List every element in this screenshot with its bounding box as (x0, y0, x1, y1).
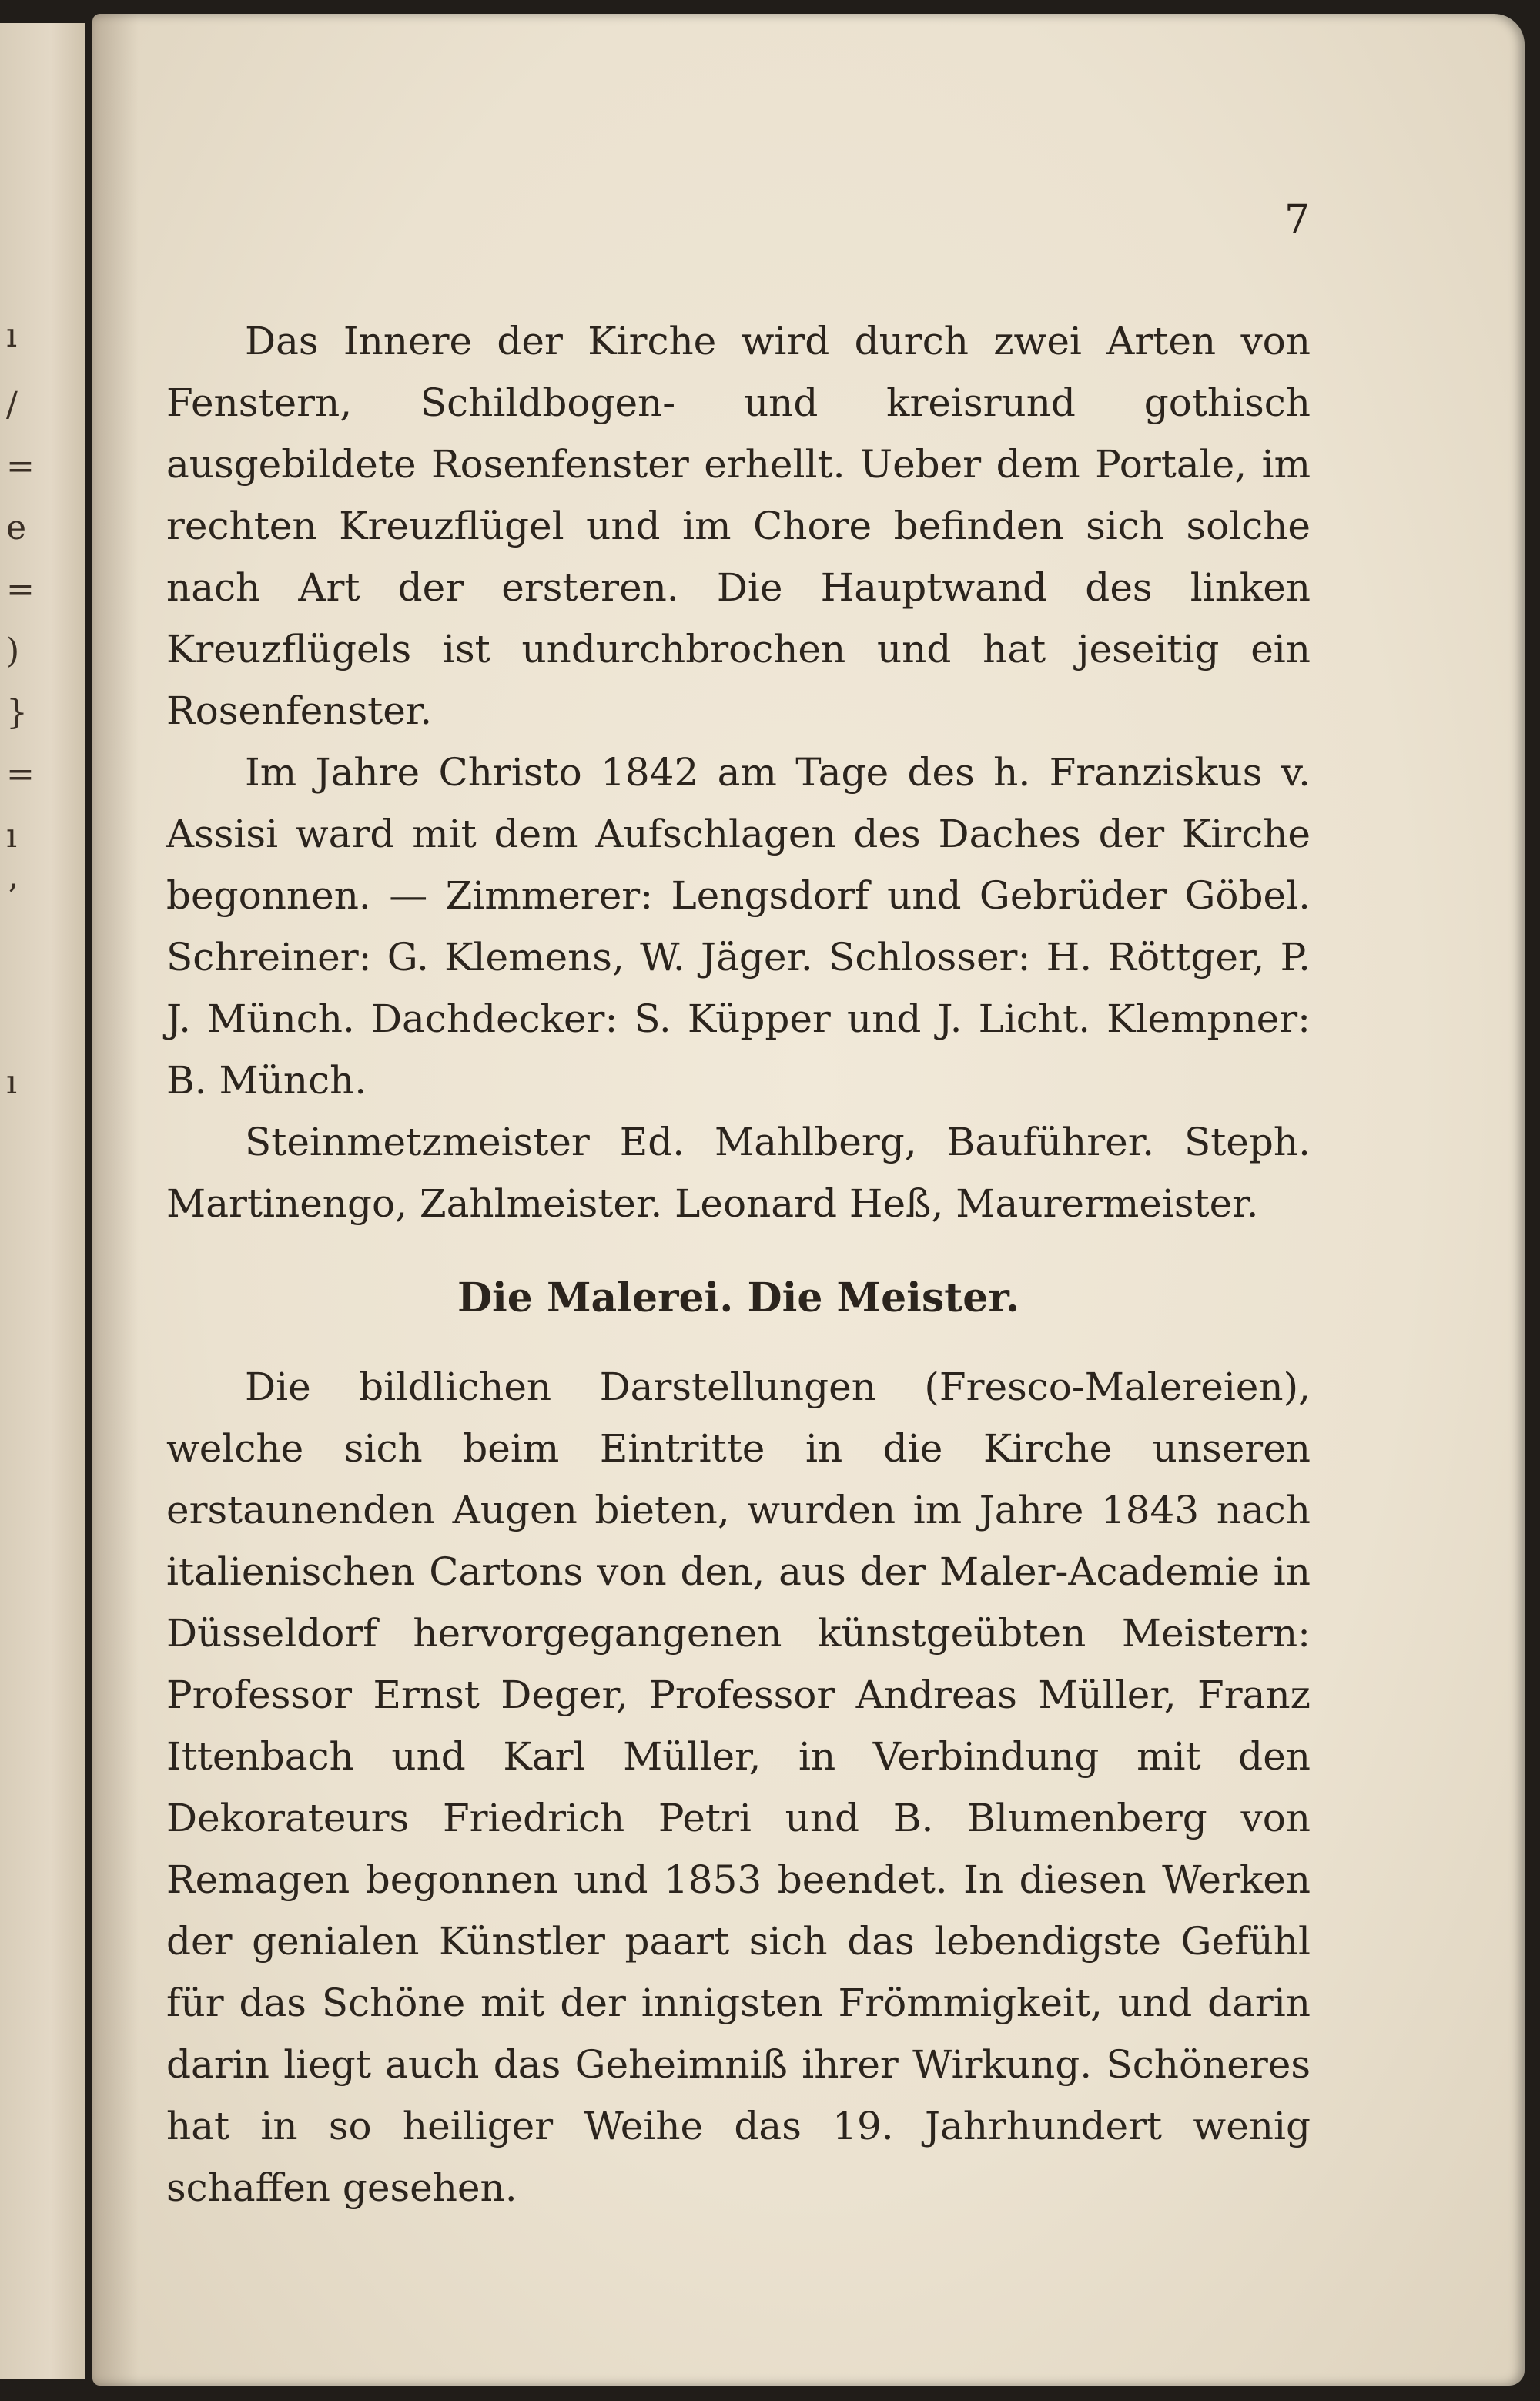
paragraph-builders: Steinmetzmeister Ed. Mahlberg, Bauführer. Steph. Martinengo, Zahlmeister. Leonard Heß, Maurermeister. (166, 1120, 1311, 1226)
fragment: = (6, 570, 35, 609)
book-page (92, 14, 1525, 2386)
fragment: } (6, 693, 28, 732)
paragraph-paintings: Die bildlichen Darstellungen (Fresco-Malereien), welche sich beim Eintritte in die Kirche unseren erstaunenden Augen bieten, wurden im Jahre 1843 nach italienischen Cartons von den, aus der Maler-Academie in Düsseldorf hervorgegangenen künstgeübten Meistern: Professor Ernst Deger, Professor Andreas Müller, Franz Ittenbach und Karl Müller, in Verbindung mit den Dekorateurs Friedrich Petri und B. Blumenberg von Remagen begonnen und 1853 beendet. In diesen Werken der genialen Künstler paart sich das lebendigste Gefühl für das Schöne mit der innigsten Frömmigkeit, und darin darin liegt auch das Geheimniß ihrer Wirkung. Schöneres hat in so heiliger Weihe das 19. Jahrhundert wenig schaffen gesehen. (166, 1365, 1311, 2210)
fragment: e (6, 508, 27, 548)
paragraph-roofing: Im Jahre Christo 1842 am Tage des h. Franziskus v. Assisi ward mit dem Aufschlagen des Daches der Kirche begonnen. — Zimmerer: Lengsdorf und Gebrüder Göbel. Schreiner: G. Klemens, W. Jäger. Schlosser: H. Röttger, P. J. Münch. Dachdecker: S. Küpper und J. Licht. Klempner: B. Münch. (166, 750, 1311, 1103)
page-number: 7 (1284, 197, 1311, 243)
page-gutter-shadow (92, 14, 139, 2386)
fragment: / (6, 385, 18, 424)
fragment: ı (6, 816, 18, 856)
section-heading: Die Malerei. Die Meister. (457, 1274, 1020, 1321)
previous-page-text-fragments (6, 23, 37, 2379)
paragraph-windows: Das Innere der Kirche wird durch zwei Arten von Fenstern, Schildbogen- und kreisrund gothisch ausgebildete Rosenfenster erhellt. Ueber dem Portale, im rechten Kreuzflügel und im Chore befinden sich solche nach Art der ersteren. Die Hauptwand des linken Kreuzflügels ist undurchbrochen und hat jeseitig ein Rosenfenster. (166, 319, 1311, 733)
fragment: ı (6, 1063, 18, 1102)
previous-page-edge (0, 23, 85, 2379)
fragment: ) (6, 631, 20, 671)
fragment: ʼ (6, 878, 17, 917)
fragment: ı (6, 316, 18, 355)
fragment: = (6, 447, 35, 486)
fragment: = (6, 755, 35, 794)
page-body (166, 310, 1311, 2218)
